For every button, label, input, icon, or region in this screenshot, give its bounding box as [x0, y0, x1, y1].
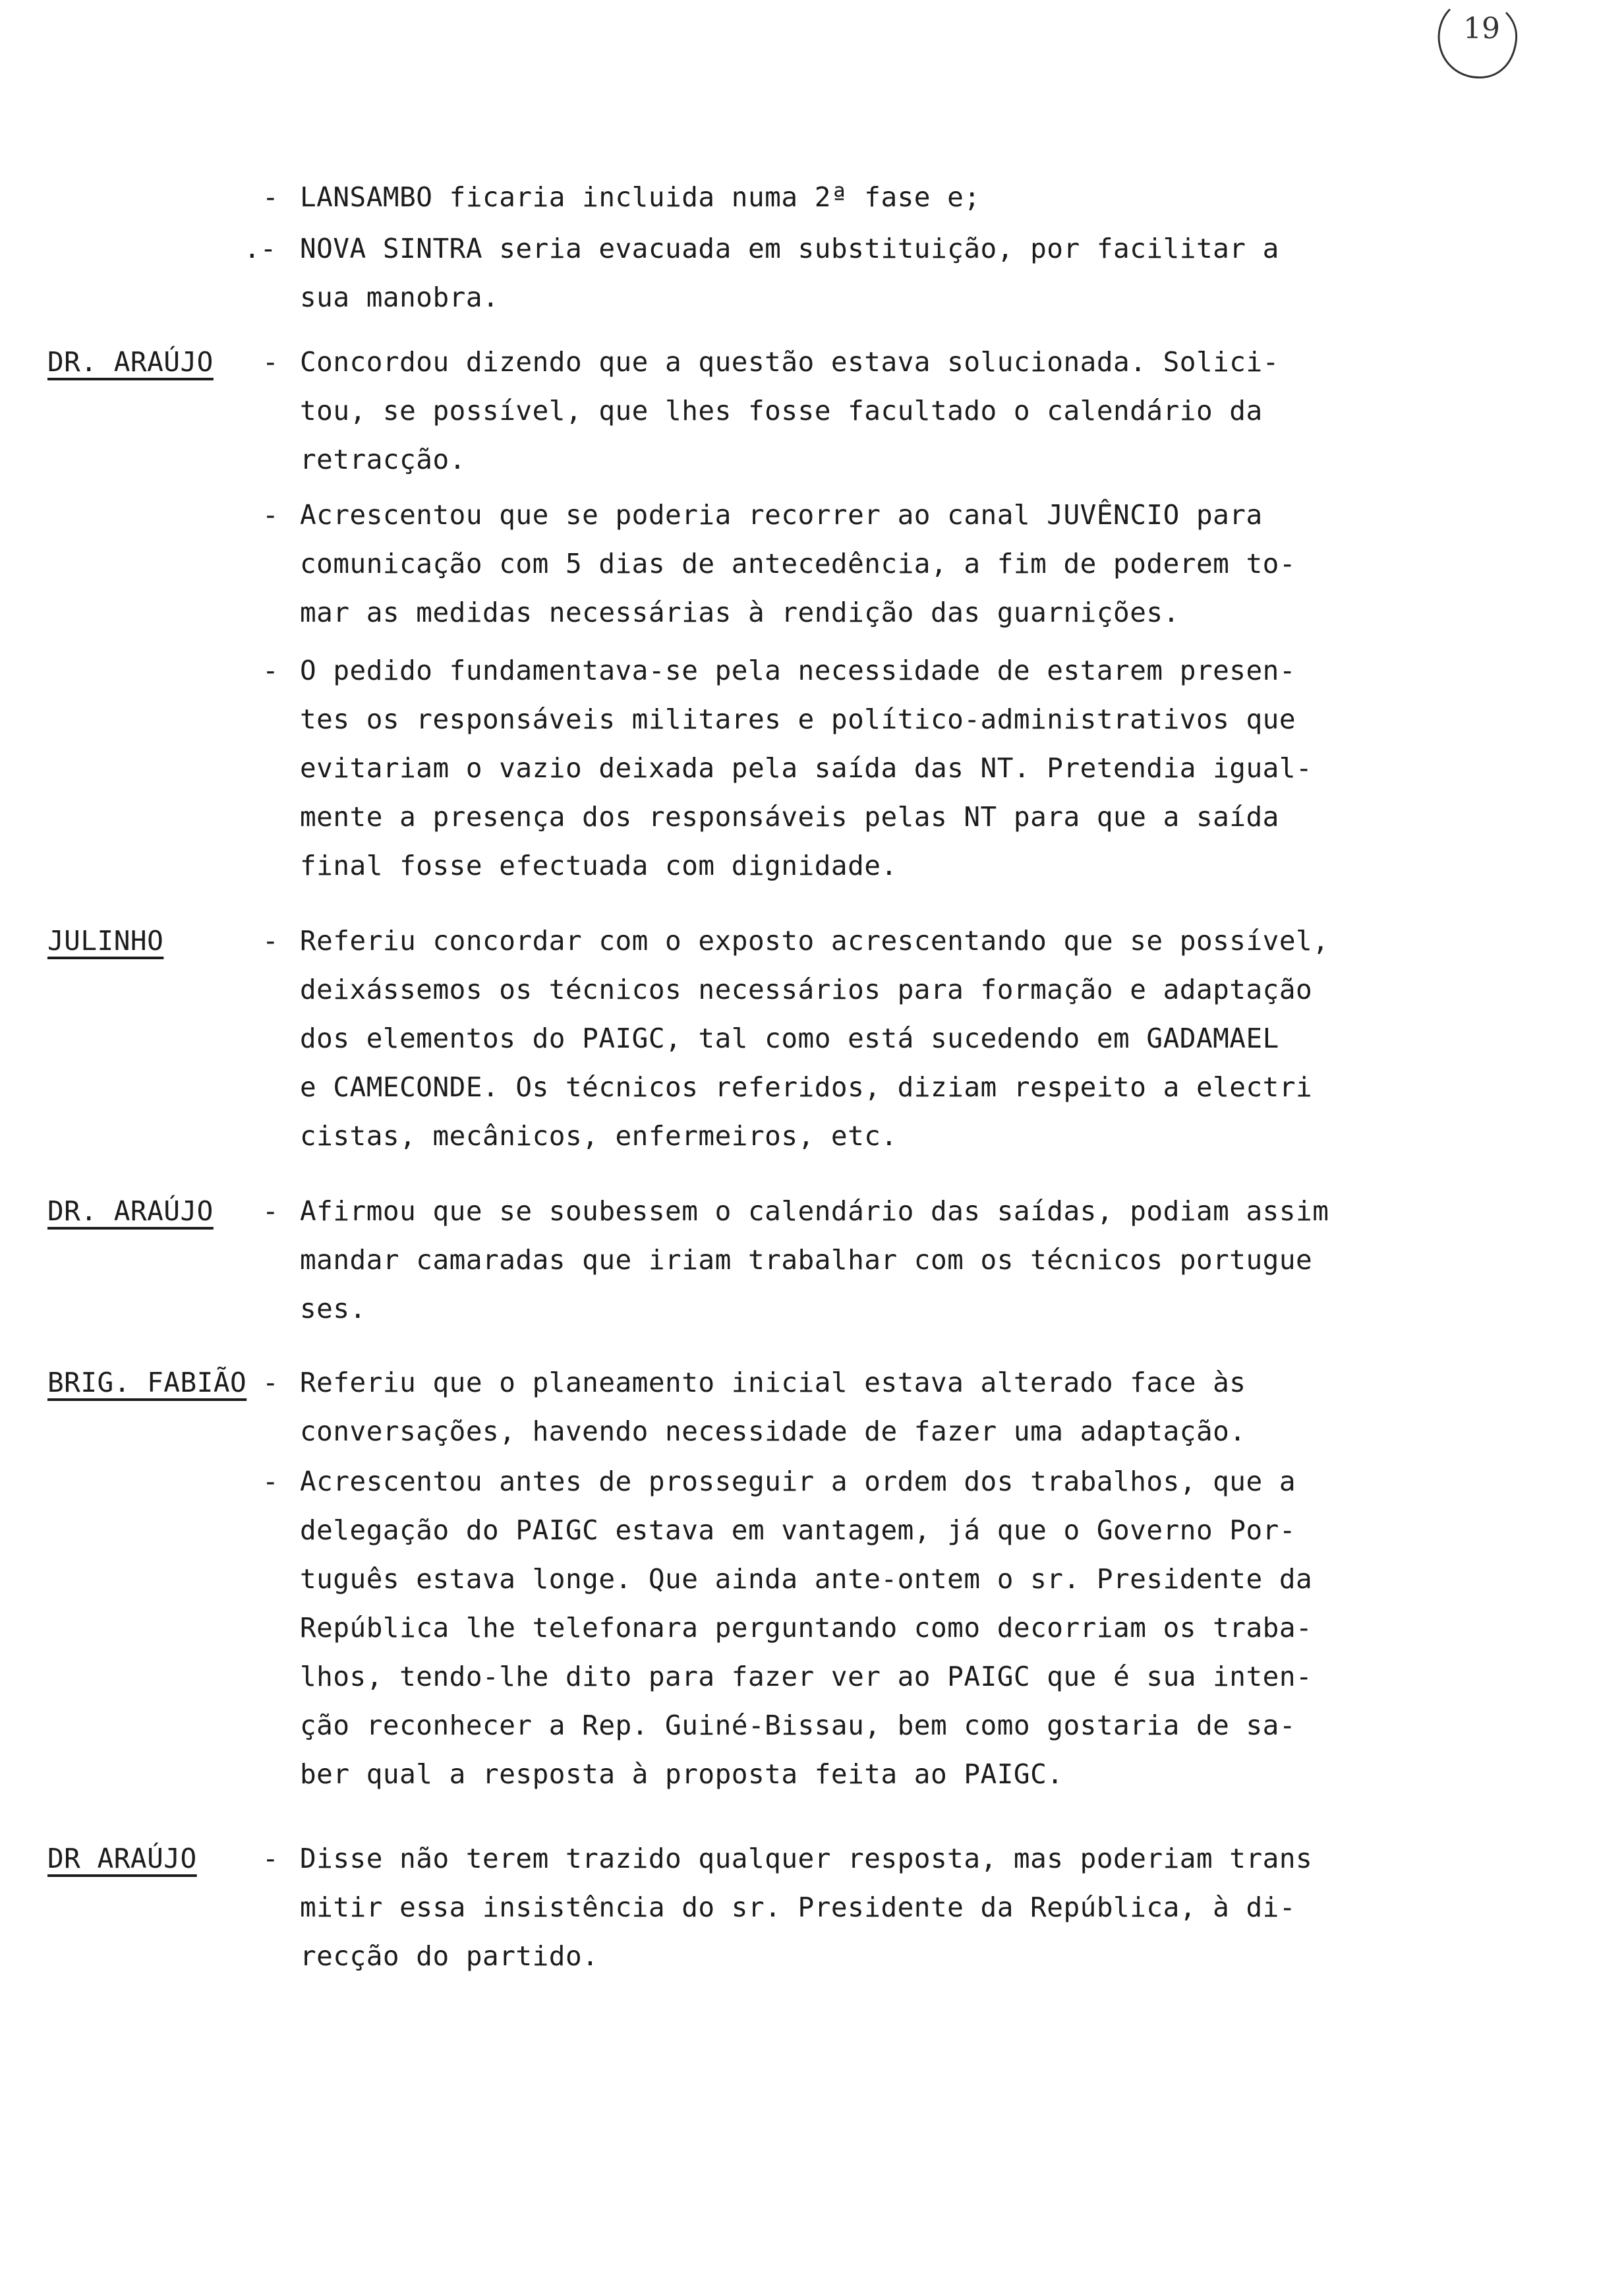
speaker-name: JULINHO — [47, 925, 164, 957]
speaker-name: DR ARAÚJO — [47, 1843, 197, 1874]
text-line: dos elementos do PAIGC, tal como está sucedendo em GADAMAEL — [300, 1023, 1279, 1054]
text-line: ber qual a resposta à proposta feita ao PAIGC. — [300, 1758, 1064, 1790]
text-line: mitir essa insistência do sr. Presidente da República, à di- — [300, 1891, 1296, 1923]
entry-dash: - — [262, 655, 279, 686]
entry-text — [300, 1834, 1453, 1980]
entry-dash: - — [262, 1843, 279, 1874]
entry-text — [300, 490, 1453, 637]
text-line: comunicação com 5 dias de antecedência, a fim de poderem to- — [300, 548, 1296, 580]
text-line: lhos, tendo-lhe dito para fazer ver ao PAIGC que é sua inten- — [300, 1661, 1313, 1692]
text-line: Disse não terem trazido qualquer resposta, mas poderiam trans — [300, 1843, 1313, 1874]
text-line: Acrescentou que se poderia recorrer ao canal JUVÊNCIO para — [300, 499, 1263, 531]
text-line: cistas, mecânicos, enfermeiros, etc. — [300, 1120, 898, 1152]
entry-text — [300, 1457, 1453, 1798]
text-line: Referiu que o planeamento inicial estava alterado face às — [300, 1367, 1246, 1398]
entry-dash: - — [262, 499, 279, 531]
entry-text — [300, 338, 1453, 484]
text-line: Afirmou que se soubessem o calendário das saídas, podiam assim — [300, 1195, 1329, 1227]
entry-text — [300, 916, 1453, 1160]
text-line: tes os responsáveis militares e político-administrativos que — [300, 703, 1296, 735]
entry-dash: - — [262, 181, 279, 213]
entry-dash: - — [262, 925, 279, 957]
text-line: recção do partido. — [300, 1940, 599, 1972]
text-line: LANSAMBO ficaria incluida numa 2ª fase e; — [300, 181, 981, 213]
text-line: final fosse efectuada com dignidade. — [300, 850, 898, 881]
text-line: retracção. — [300, 444, 466, 475]
entry-dash: - — [262, 346, 279, 378]
text-line: ção reconhecer a Rep. Guiné-Bissau, bem como gostaria de sa- — [300, 1709, 1296, 1741]
entry-dash: - — [262, 1367, 279, 1398]
text-line: NOVA SINTRA seria evacuada em substituição, por facilitar a — [300, 233, 1279, 264]
text-line: República lhe telefonara perguntando como decorriam os traba- — [300, 1612, 1313, 1644]
text-line: mar as medidas necessárias à rendição das guarnições. — [300, 597, 1180, 628]
text-line: tou, se possível, que lhes fosse facultado o calendário da — [300, 395, 1263, 427]
text-line: deixássemos os técnicos necessários para formação e adaptação — [300, 974, 1313, 1005]
text-line: tuguês estava longe. Que ainda ante-ontem o sr. Presidente da — [300, 1563, 1313, 1595]
text-line: mandar camaradas que iriam trabalhar com os técnicos portugue — [300, 1244, 1313, 1276]
entry-text — [300, 1358, 1453, 1456]
entry-text — [300, 173, 1453, 222]
text-line: evitariam o vazio deixada pela saída das NT. Pretendia igual- — [300, 752, 1313, 784]
speaker-name: DR. ARAÚJO — [47, 346, 214, 378]
text-line: ses. — [300, 1293, 366, 1324]
speaker-name: BRIG. FABIÃO — [47, 1367, 247, 1398]
speaker-name: DR. ARAÚJO — [47, 1195, 214, 1227]
page-number — [1424, 3, 1529, 88]
text-line: sua manobra. — [300, 282, 500, 313]
text-line: Concordou dizendo que a questão estava solucionada. Solici- — [300, 346, 1279, 378]
entry-dash: - — [262, 1466, 279, 1497]
text-line: Acrescentou antes de prosseguir a ordem dos trabalhos, que a — [300, 1466, 1296, 1497]
text-line: e CAMECONDE. Os técnicos referidos, diziam respeito a electri — [300, 1071, 1313, 1103]
text-line: Referiu concordar com o exposto acrescentando que se possível, — [300, 925, 1329, 957]
page-number-text: 19 — [1463, 12, 1500, 45]
entry-dash: .- — [244, 233, 277, 264]
text-line: conversações, havendo necessidade de fazer uma adaptação. — [300, 1415, 1246, 1447]
entry-text — [300, 1187, 1453, 1333]
text-line: delegação do PAIGC estava em vantagem, já que o Governo Por- — [300, 1514, 1296, 1546]
entry-dash: - — [262, 1195, 279, 1227]
entry-text — [300, 224, 1453, 322]
text-line: mente a presença dos responsáveis pelas NT para que a saída — [300, 801, 1279, 833]
entry-text — [300, 646, 1453, 890]
text-line: O pedido fundamentava-se pela necessidade de estarem presen- — [300, 655, 1296, 686]
